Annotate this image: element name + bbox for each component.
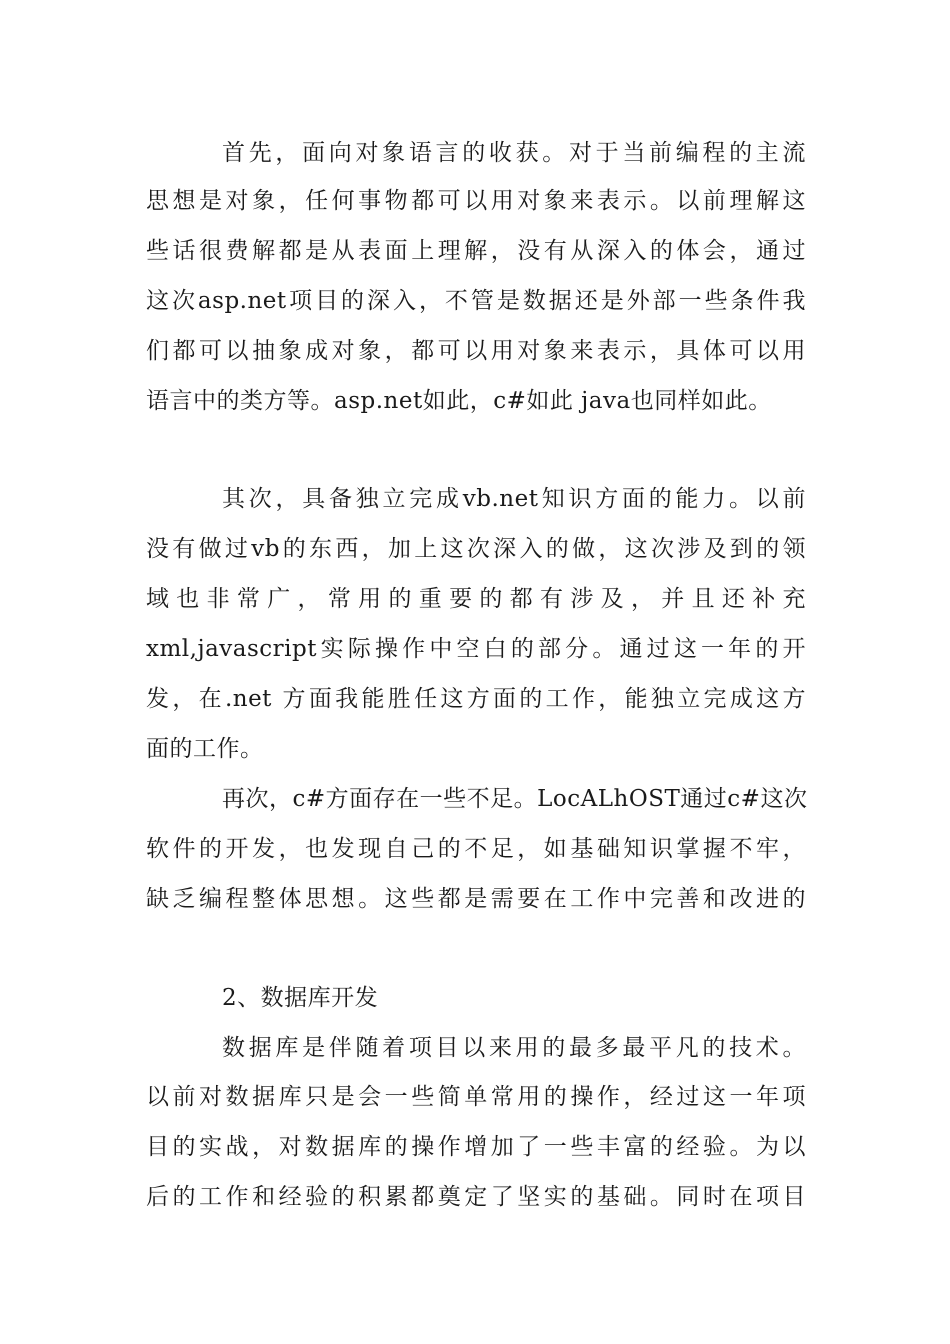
paragraph-2-line-5: 发，在.net 方面我能胜任这方面的工作，能独立完成这方 [146, 686, 806, 712]
paragraph-3-line-3: 缺乏编程整体思想。这些都是需要在工作中完善和改进的 [146, 886, 806, 912]
paragraph-2-line-6: 面的工作。 [146, 736, 264, 762]
paragraph-1-line-1: 首先，面向对象语言的收获。对于当前编程的主流 [222, 140, 806, 166]
paragraph-4-line-1: 数据库是伴随着项目以来用的最多最平凡的技术。 [222, 1035, 806, 1061]
paragraph-1-line-4: 这次asp.net项目的深入，不管是数据还是外部一些条件我 [146, 288, 806, 314]
paragraph-4-line-4: 后的工作和经验的积累都奠定了坚实的基础。同时在项目 [146, 1184, 806, 1210]
paragraph-4-line-3: 目的实战，对数据库的操作增加了一些丰富的经验。为以 [146, 1134, 806, 1160]
paragraph-3-line-1: 再次，c#方面存在一些不足。LocALhOST通过c#这次 [222, 786, 808, 812]
paragraph-1-line-3: 些话很费解都是从表面上理解，没有从深入的体会，通过 [146, 238, 806, 264]
paragraph-3-line-2: 软件的开发，也发现自己的不足，如基础知识掌握不牢， [146, 836, 806, 862]
paragraph-1-line-6: 语言中的类方等。asp.net如此，c#如此 java也同样如此。 [146, 388, 772, 414]
paragraph-2-line-4: xml,javascript实际操作中空白的部分。通过这一年的开 [146, 636, 806, 662]
paragraph-4-line-2: 以前对数据库只是会一些简单常用的操作，经过这一年项 [146, 1084, 806, 1110]
paragraph-2-line-2: 没有做过vb的东西，加上这次深入的做，这次涉及到的领 [146, 536, 806, 562]
paragraph-1-line-2: 思想是对象，任何事物都可以用对象来表示。以前理解这 [146, 188, 806, 214]
paragraph-2-line-3: 域也非常广，常用的重要的都有涉及，并且还补充 [146, 586, 806, 612]
section-heading-database-development: 2、数据库开发 [222, 985, 379, 1011]
paragraph-2-line-1: 其次，具备独立完成vb.net知识方面的能力。以前 [222, 486, 806, 512]
paragraph-1-line-5: 们都可以抽象成对象，都可以用对象来表示，具体可以用 [146, 338, 806, 364]
